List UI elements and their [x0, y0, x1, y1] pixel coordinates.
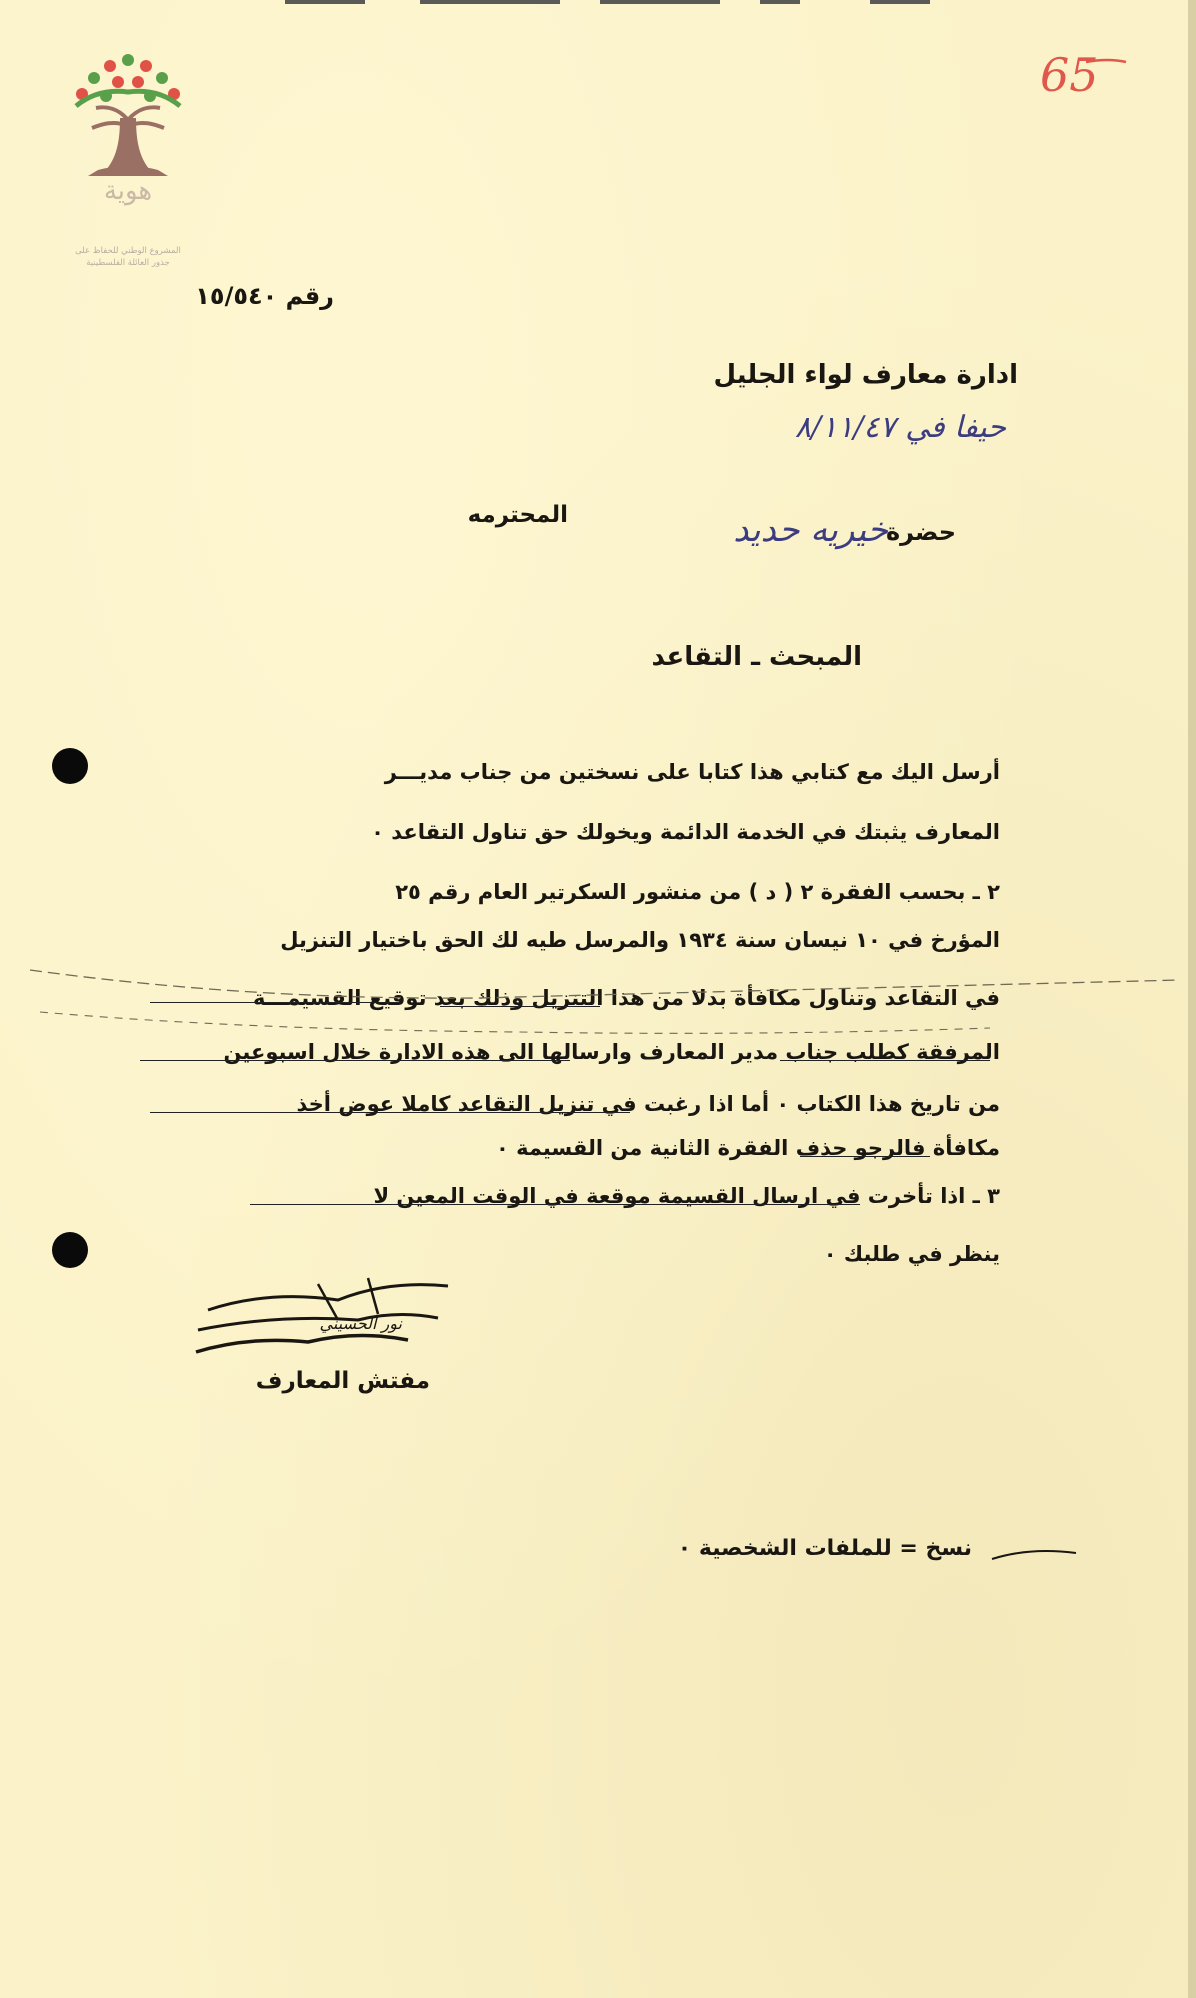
body-line-4: المؤرخ في ١٠ نيسان سنة ١٩٣٤ والمرسل طيه لك الحق باختيار التنزيل	[280, 928, 1000, 952]
office-header: ادارة معارف لواء الجليل	[713, 360, 1018, 390]
addressee-honorific: المحترمه	[467, 502, 568, 528]
archive-logo	[58, 48, 198, 268]
body-line-10: ينظر في طلبك ٠	[823, 1242, 1000, 1266]
signature-scrawl: نور الحسيني	[319, 1314, 402, 1333]
body-line-9: ٣ ـ اذا تأخرت في ارسال القسيمة موقعة في الوقت المعين لا	[373, 1184, 1000, 1208]
folio-number	[1040, 48, 1130, 108]
scan-top-edge	[0, 0, 1196, 10]
logo-wordmark: هوية	[103, 176, 153, 206]
body-line-2: المعارف يثبتك في الخدمة الدائمة ويخولك حق تناول التقاعد ٠	[371, 820, 1000, 844]
folio-underline	[1040, 48, 1130, 108]
punch-hole-bottom	[52, 1232, 88, 1268]
addressee-prefix: حضرة	[885, 518, 956, 546]
strike-line-8	[800, 1156, 930, 1157]
copy-note-dash	[990, 1545, 1080, 1565]
body-line-6: المرفقة كطلب جناب مدير المعارف وارسالها الى هذه الادارة خلال اسبوعين	[223, 1040, 1000, 1064]
handwritten-date: حيفا في ٨/١١/٤٧	[794, 410, 1006, 445]
body-line-3: ٢ ـ بحسب الفقرة ٢ ( د ) من منشور السكرتير العام رقم ٢٥	[395, 880, 1000, 904]
tree-logo-icon	[58, 48, 198, 178]
logo-subtitle-line-2: جذور العائلة الفلسطينية	[86, 258, 170, 268]
addressee-handwritten-name: خيريه حديد	[733, 510, 888, 550]
strike-line-9	[250, 1204, 860, 1205]
body-line-1: أرسل اليك مع كتابي هذا كتابا على نسختين من جناب مديـــر	[384, 760, 1000, 784]
folio-number-text: 65	[1040, 48, 1099, 102]
logo-subtitle-line-1: المشروع الوطني للحفاظ على	[75, 246, 181, 256]
body-line-5: في التقاعد وتناول مكافأة بدلا من هذا التنزيل وذلك بعد توقيع القسيمـــة	[252, 986, 1000, 1010]
pencil-marks	[0, 940, 1196, 1140]
body-line-7: من تاريخ هذا الكتاب ٠ أما اذا رغبت في تنزيل التقاعد كاملا عوض أخذ	[296, 1092, 1000, 1116]
copy-note: نسخ = للملفات الشخصية ٠	[677, 1536, 972, 1561]
body-line-8: مكافأة فالرجو حذف الفقرة الثانية من القسيمة ٠	[495, 1136, 1000, 1160]
signatory-title: مفتش المعارف	[255, 1368, 430, 1394]
reference-number: رقم ١٥/٥٤٠	[195, 282, 334, 310]
punch-hole-top	[52, 748, 88, 784]
signature-block	[188, 1270, 468, 1380]
subject-line: المبحث ـ التقاعد	[651, 642, 862, 672]
